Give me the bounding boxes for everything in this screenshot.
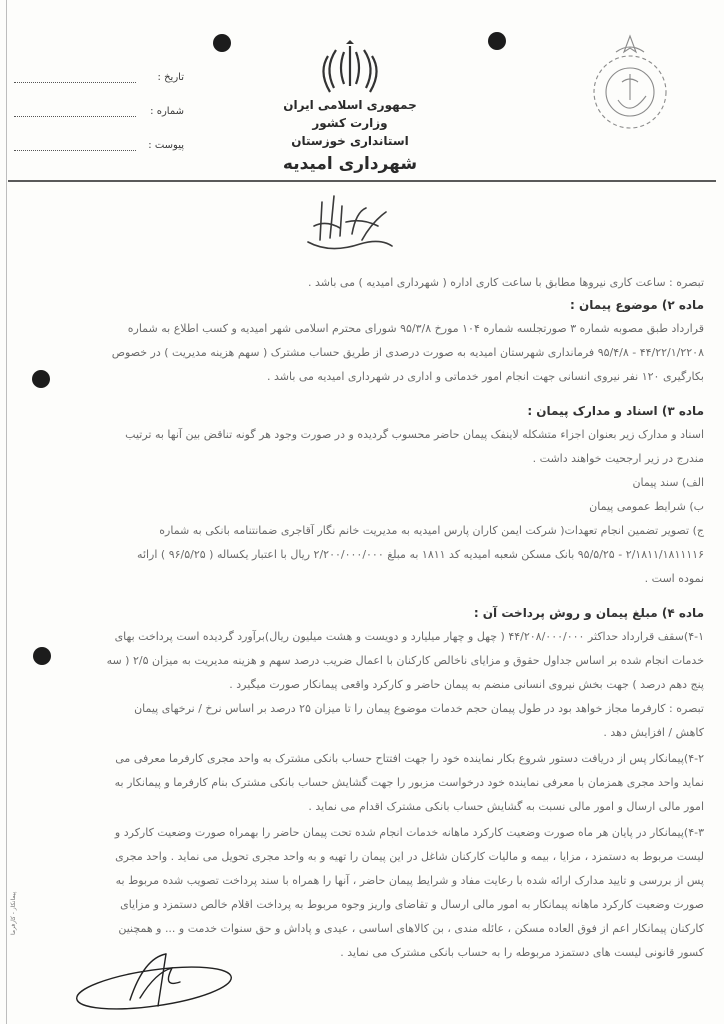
attachment-label: پيوست : [148,140,184,151]
punch-hole [488,32,506,50]
number-field [14,106,184,120]
date-field [14,72,184,86]
text-line: کاهش / افزایش دهد . [603,726,704,739]
text-line: کسور قانونی لیست های دستمزد مربوطه را به حساب بانکی مشترک می نماید . [340,946,704,959]
punch-hole [213,34,231,52]
list-item: ج) تصویر تضمین انجام تعهدات( شرکت ایمن کاران پارس امیدیه به مدیریت خانم نگار آقاجری ضمانتنامه بانکی به شماره [159,524,704,537]
list-item: ب) شرایط عمومی پیمان [589,500,704,513]
number-dotted-line [14,116,136,117]
basmala-calligraphy-icon [300,182,400,262]
article-3-heading: ماده ۳) اسناد و مدارک پیمان : [527,404,704,418]
text-line: امور مالی ارسال و امور مالی نسبت به گشایش حساب بانکی مشترک اقدام می نماید . [308,800,704,813]
text-line: مندرج در زیر ارجحیت خواهند داشت . [532,452,704,465]
iran-emblem-icon [318,40,382,98]
text-line: نموده است . [644,572,704,585]
date-dotted-line [14,82,136,83]
text-line: ۲/۱۸۱۱/۱۸۱۱۱۱۶ - ۹۵/۵/۲۵ بانک مسکن شعبه امیدیه کد ۱۸۱۱ به مبلغ ۲/۲۰۰/۰۰۰/۰۰۰ ریال با اعتبار یکساله ( ۹۶/۵/۲۵ ) ارائه [137,548,704,561]
text-line: ۴۴/۲۲/۱/۲۲۰۸ - ۹۵/۴/۸ فرمانداری شهرستان امیدیه به صورت درصدی از طریق حساب مشترک ( سهم هزینه مدیریت ) در خصوص [111,346,704,359]
text-line: بکارگیری ۱۲۰ نفر نیروی انسانی جهت انجام امور خدماتی و اداری در شهرداری امیدیه می باشد . [266,370,704,383]
text-line: اسناد و مدارک زیر بعنوان اجزاء متشکله لاینفک پیمان حاضر محسوب گردیده و در صورت وجود هر گونه تناقض بین آنها به ترتیب [125,428,704,441]
text-line: صورت وضعیت کارکرد ماهانه پیمانکار به امور مالی ارسال و تقاضای واریز وجوه مربوط به پرداخت اقلام خالص دستمزد و مزایای [120,898,704,911]
text-line: ۴-۲)پیمانکار پس از دریافت دستور شروع بکار نماینده خود را جهت افتتاح حساب بانکی مشترک به واحد مجری کارفرما معرفی می [115,752,704,765]
text-line: پس از بررسی و تایید مدارک ارائه شده با رعایت مفاد و شرایط پیمان حاضر ، آنها را همراه با سند پرداخت تصویب شده مربوط به [115,874,704,887]
text-line: ۴-۳)پیمانکار در پایان هر ماه صورت وضعیت کارکرد ماهانه خدمات انجام شده تحت پیمان حاضر را بهمراه صورت وضعیت کارکرد و [114,826,704,839]
page-left-edge [6,0,7,1024]
number-label: شماره : [150,106,184,117]
municipality-seal-icon [574,30,686,142]
governorate-title: استانداری خوزستان [291,134,409,148]
text-line: نماید واحد مجری همزمان با معرفی نماینده خود درخواست مزبور را جهت گشایش حساب بانکی مشترک بنام کارفرما و پیمانکار به [114,776,704,789]
signature-icon [70,948,240,1012]
text-line: پنج دهم درصد ) جهت بخش نیروی انسانی منضم به پیمان حاضر و کارکرد واقعی پیمانکار صورت میگیرد . [229,678,704,691]
article-2-heading: ماده ۲) موضوع پیمان : [570,298,704,312]
text-line: ۴-۱)سقف قرارداد حداکثر ۴۴/۲۰۸/۰۰۰/۰۰۰ ( چهل و چهار میلیارد و دویست و هشت میلیون ریال)برآورد گردیده است پرداخت بهای [114,630,704,643]
text-line: کارکنان پیمانکار اعم از فوق العاده مسکن ، عائله مندی ، بن کالاهای اساسی ، عیدی و پاداش و حق سنوات خدمت و ... و همچنین [118,922,704,935]
municipality-title: شهرداری امیدیه [282,154,418,174]
basmala-text [300,250,310,251]
country-title: جمهوری اسلامی ایران [283,98,417,112]
date-label: تاريخ : [157,72,184,83]
text-line: تبصره : ساعت کاری نیروها مطابق با ساعت کاری اداره ( شهرداری امیدیه ) می باشد . [308,276,704,289]
ministry-title: وزارت کشور [312,116,388,130]
text-line: خدمات انجام شده بر اساس جداول حقوق و مزایای ناخالص کارکنان با اعمال ضریب درصد سهم و هزینه مدیریت به میزان ۲/۵ ( سه [106,654,704,667]
text-line: قرارداد طبق مصوبه شماره ۳ صورتجلسه شماره ۱۰۴ مورخ ۹۵/۳/۸ شورای محترم اسلامی شهر امیدیه و کسب اطلاع به شماره [127,322,704,335]
list-item: الف) سند پیمان [632,476,704,489]
basmala-calligraphy [300,182,400,262]
attachment-dotted-line [14,150,136,151]
text-line: تبصره : کارفرما مجاز خواهد بود در طول پیمان حجم خدمات موضوع پیمان را تا میزان ۲۵ درصد بر اساس نرخ / نرخهای پیمان [134,702,704,715]
side-note: پیمانکار - کارفرما [10,891,17,935]
text-line: لیست مربوط به دستمزد ، مزایا ، بیمه و مالیات کارکنان شاغل در این پیمان را تهیه و به واحد مجری تحویل می نماید . واحد مجری [115,850,704,863]
article-4-heading: ماده ۴) مبلغ پیمان و روش پرداخت آن : [473,606,704,620]
attachment-field [14,140,184,154]
